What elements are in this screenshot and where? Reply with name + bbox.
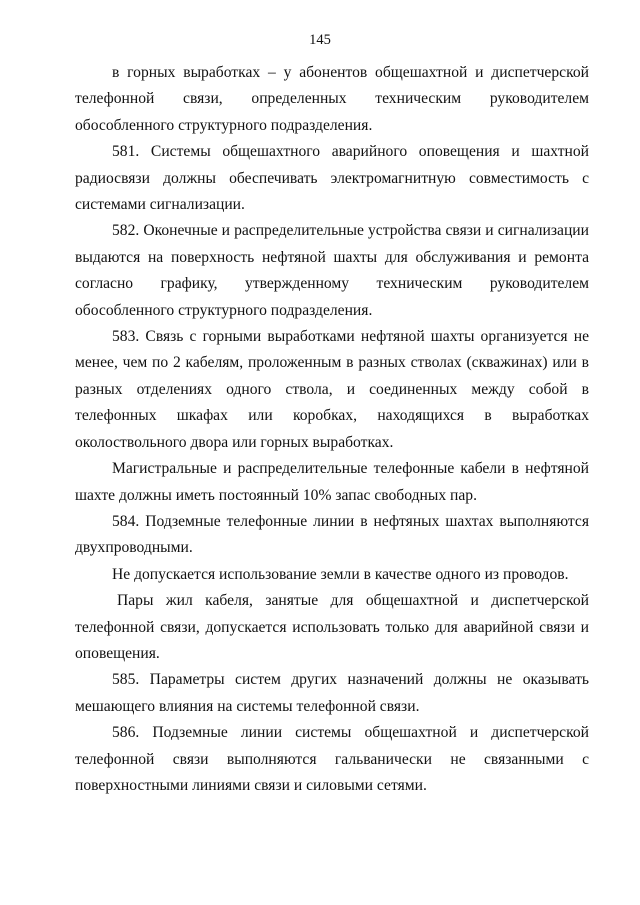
paragraph-584-ground: Не допускается использование земли в качестве одного из проводов.	[112, 565, 569, 583]
paragraph-583: 583. Связь с горными выработками нефтяной шахты организуется не менее, чем по 2 кабелям, проложенным в разных стволах (скважинах) или в разных отделениях одного ствола, и соединенных между собой в телефонных шкафах или коробках, находящихся в выработках околоствольного двора или горных выработках.	[75, 328, 589, 451]
paragraph-586: 586. Подземные линии системы общешахтной и диспетчерской телефонной связи выполняются гальванически не связанными с поверхностными линиями связи и силовыми сетями.	[75, 724, 589, 794]
paragraph-585: 585. Параметры систем других назначений должны не оказывать мешающего влияния на системы телефонной связи.	[75, 671, 589, 715]
paragraph-584: 584. Подземные телефонные линии в нефтяных шахтах выполняются двухпроводными.	[75, 512, 589, 557]
page-number: 145	[309, 32, 331, 48]
paragraph-584-pairs: Пары жил кабеля, занятые для общешахтной и диспетчерской телефонной связи, допускается использовать только для аварийной связи и оповещения.	[75, 592, 589, 662]
paragraph-582: 582. Оконечные и распределительные устройства связи и сигнализации выдаются на поверхность нефтяной шахты для обслуживания и ремонта согласно графику, утвержденному техническим руководителем обособленного структурного подразделения.	[75, 222, 589, 319]
document-body	[75, 60, 589, 799]
paragraph-581: 581. Системы общешахтного аварийного оповещения и шахтной радиосвязи должны обеспечивать электромагнитную совместимость с системами сигнализации.	[75, 143, 589, 214]
paragraph-continuation: в горных выработках – у абонентов общешахтной и диспетчерской телефонной связи, определенных техническим руководителем обособленного структурного подразделения.	[75, 64, 589, 134]
paragraph-583-cables: Магистральные и распределительные телефонные кабели в нефтяной шахте должны иметь постоянный 10% запас свободных пар.	[75, 460, 589, 504]
